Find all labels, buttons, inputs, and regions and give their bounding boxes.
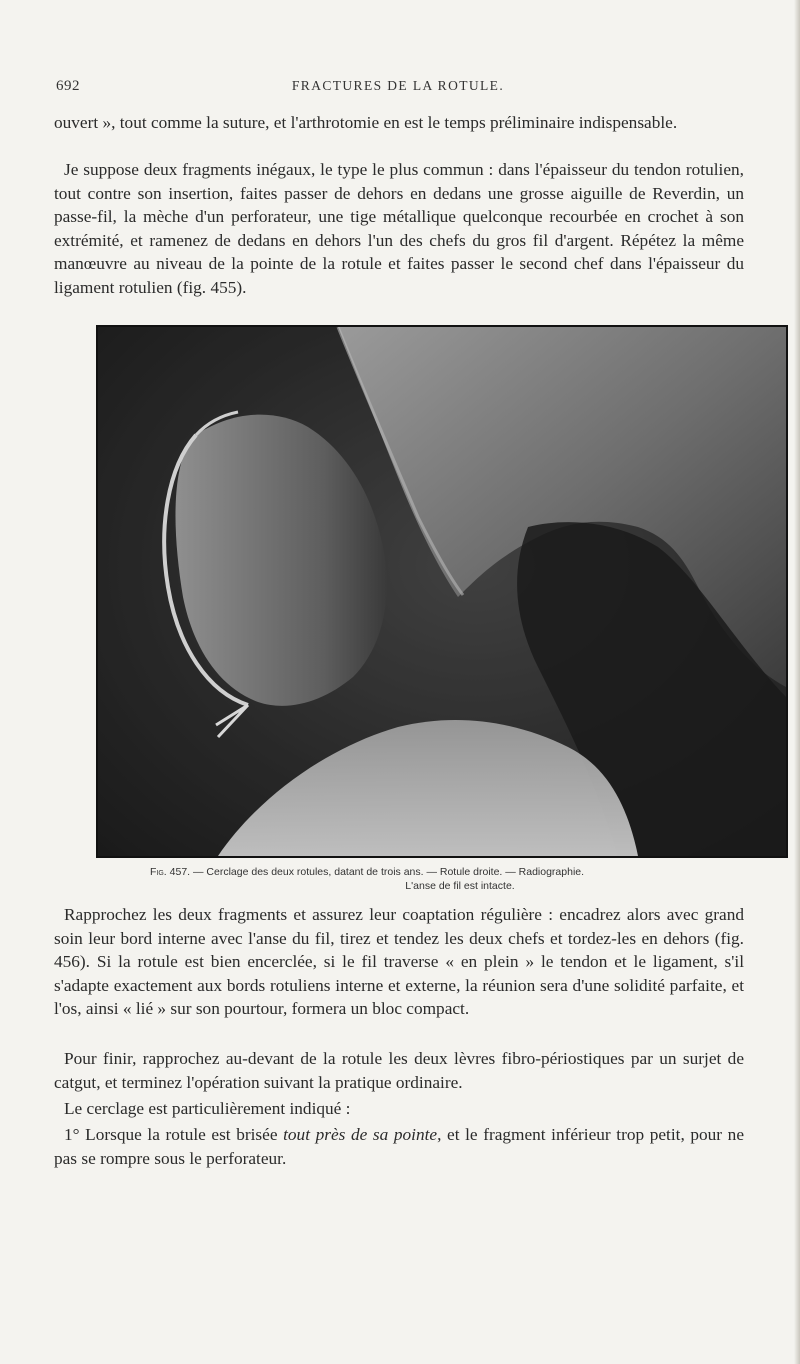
paragraph-6 (54, 1123, 744, 1170)
paragraph-3: Rapprochez les deux fragments et assurez leur coaptation régulière : encadrez alors avec grand soin leur bord interne avec l'anse du fil, tirez et tendez les deux chefs et tordez-les en dehors (fig. 456). Si la rotule est bien encerclée, si le fil traverse « en plein » le tendon et le ligament, s'il s'adapte exactement aux bords rotuliens interne et externe, la réunion sera d'une solidité parfaite, et l'os, ainsi « lié » sur son pourtour, formera un bloc compact. (54, 905, 744, 1018)
page-header (0, 78, 800, 102)
paragraph-2: Je suppose deux fragments inégaux, le type le plus commun : dans l'épaisseur du tendon rotulien, tout contre son insertion, faites passer de dehors en dedans une grosse aiguille de Reverdin, un passe-fil, la mèche d'un perforateur, une tige métallique quelconque recourbée en crochet à son extrémité, et ramenez de dedans en dehors l'un des chefs du gros fil d'argent. Répétez la même manœuvre au niveau de la pointe de la rotule et faites passer le second chef dans l'épaisseur du ligament rotulien (fig. 455). (54, 160, 744, 297)
paragraph-6-suffix: , et le fragment inférieur trop petit, pour ne pas se rompre sous le perforateur. (54, 1125, 744, 1168)
page-number: 692 (56, 78, 80, 94)
paragraph-6-prefix: 1° Lorsque la rotule est brisée (64, 1125, 284, 1144)
paragraph-4: Pour finir, rapprochez au-devant de la rotule les deux lèvres fibro-périostiques par un surjet de catgut, et terminez l'opération suivant la pratique ordinaire. (54, 1049, 744, 1092)
page-edge-shadow (794, 0, 800, 1364)
figure-caption-line-2: L'anse de fil est intacte. (405, 880, 515, 892)
paragraph-5: Le cerclage est particulièrement indiqué : (64, 1099, 351, 1118)
radiograph-image (98, 327, 786, 856)
figure-caption-text: — Cerclage des deux rotules, datant de trois ans. — Rotule droite. — Radiographie. (190, 866, 585, 878)
running-title: FRACTURES DE LA ROTULE. (291, 78, 505, 93)
paragraph-1: ouvert », tout comme la suture, et l'arthrotomie en est le temps préliminaire indispensable. (54, 113, 678, 132)
figure-caption (150, 866, 750, 878)
figure-label: Fig. 457. (150, 866, 191, 878)
radiograph-figure (96, 325, 788, 858)
paragraph-6-emphasis: tout près de sa pointe (283, 1125, 438, 1144)
